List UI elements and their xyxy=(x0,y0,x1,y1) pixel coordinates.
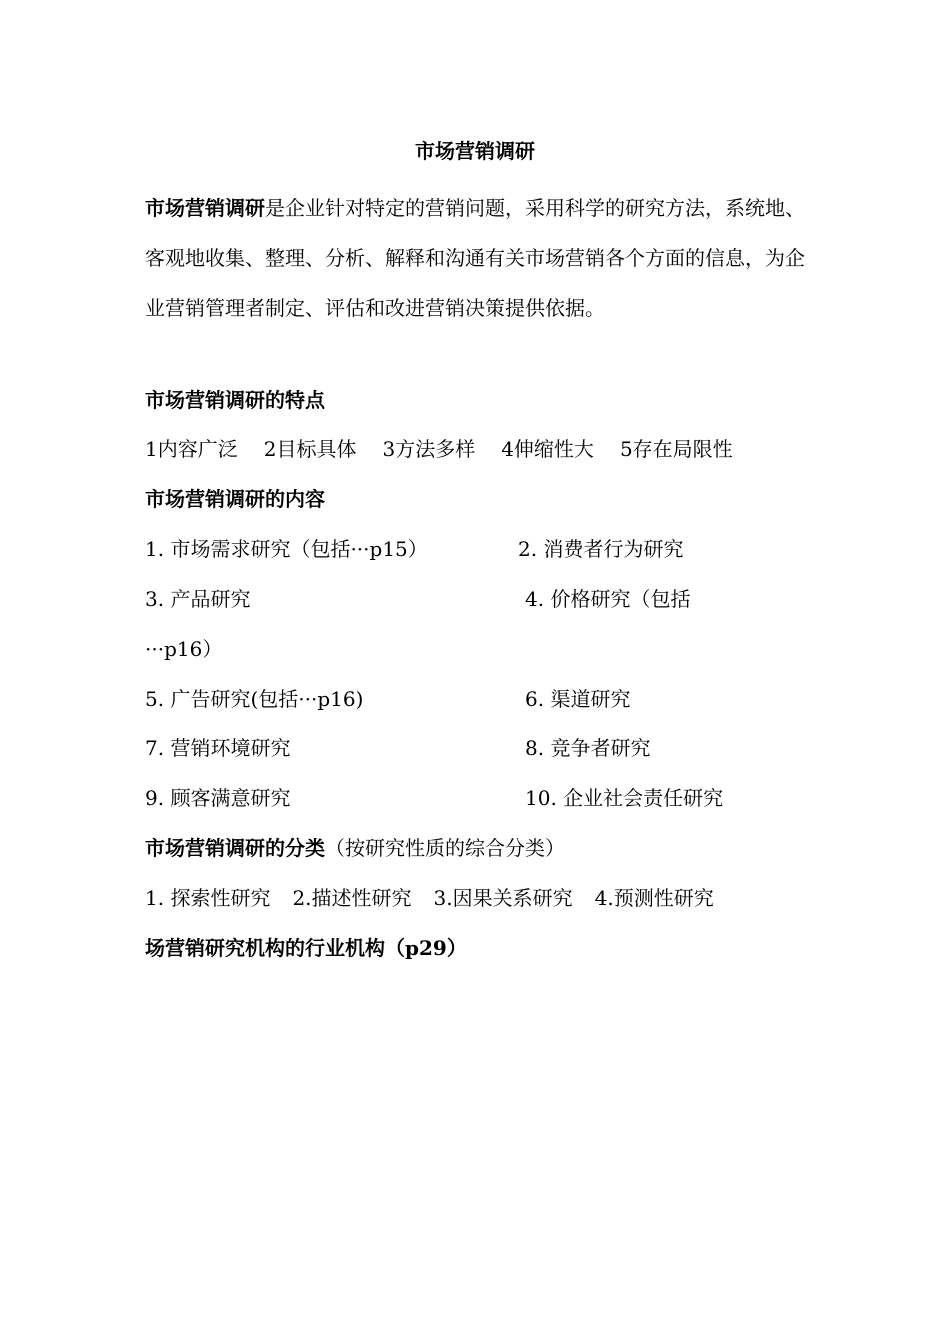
classification-note: （按研究性质的综合分类） xyxy=(325,836,565,860)
contents-row-2-left: 3. 产品研究 xyxy=(145,587,251,611)
contents-row-2-continuation: ···p16） xyxy=(145,637,223,661)
contents-row-1-left: 1. 市场需求研究（包括···p15） xyxy=(145,537,428,561)
institutions-heading: 场营销研究机构的行业机构（p29） xyxy=(145,936,467,960)
feature-item: 2目标具体 xyxy=(263,437,357,461)
contents-row-3-left: 5. 广告研究(包括···p16) xyxy=(145,687,364,711)
classification-list xyxy=(145,883,714,913)
features-heading: 市场营销调研的特点 xyxy=(145,388,325,412)
feature-item: 3方法多样 xyxy=(382,437,476,461)
classification-item: 3.因果关系研究 xyxy=(433,886,573,910)
contents-row-3-right: 6. 渠道研究 xyxy=(525,687,631,711)
feature-item: 4伸缩性大 xyxy=(501,437,594,461)
definition-term: 市场营销调研 xyxy=(145,196,265,220)
contents-row-2-right: 4. 价格研究（包括 xyxy=(525,587,691,611)
classification-item: 4.预测性研究 xyxy=(594,886,714,910)
feature-item: 1内容广泛 xyxy=(145,437,238,461)
contents-row-4-left: 7. 营销环境研究 xyxy=(145,736,291,760)
page-title: 市场营销调研 xyxy=(415,139,535,163)
classification-item: 1. 探索性研究 xyxy=(145,886,271,910)
contents-row-4-right: 8. 竞争者研究 xyxy=(525,736,651,760)
feature-item: 5存在局限性 xyxy=(619,437,733,461)
definition-text: 是企业针对特定的营销问题，采用科学的研究方法，系统地、客观地收集、整理、分析、解释和沟通有关市场营销各个方面的信息，为企业营销管理者制定、评估和改进营销决策提供依据。 xyxy=(145,196,805,320)
features-list xyxy=(145,434,733,464)
classification-item: 2.描述性研究 xyxy=(292,886,412,910)
definition-paragraph xyxy=(145,183,805,333)
classification-heading-line xyxy=(145,833,565,863)
contents-heading: 市场营销调研的内容 xyxy=(145,487,325,511)
contents-row-5-left: 9. 顾客满意研究 xyxy=(145,786,291,810)
classification-heading: 市场营销调研的分类 xyxy=(145,836,325,860)
contents-row-1-right: 2. 消费者行为研究 xyxy=(518,537,684,561)
contents-row-5-right: 10. 企业社会责任研究 xyxy=(525,786,724,810)
